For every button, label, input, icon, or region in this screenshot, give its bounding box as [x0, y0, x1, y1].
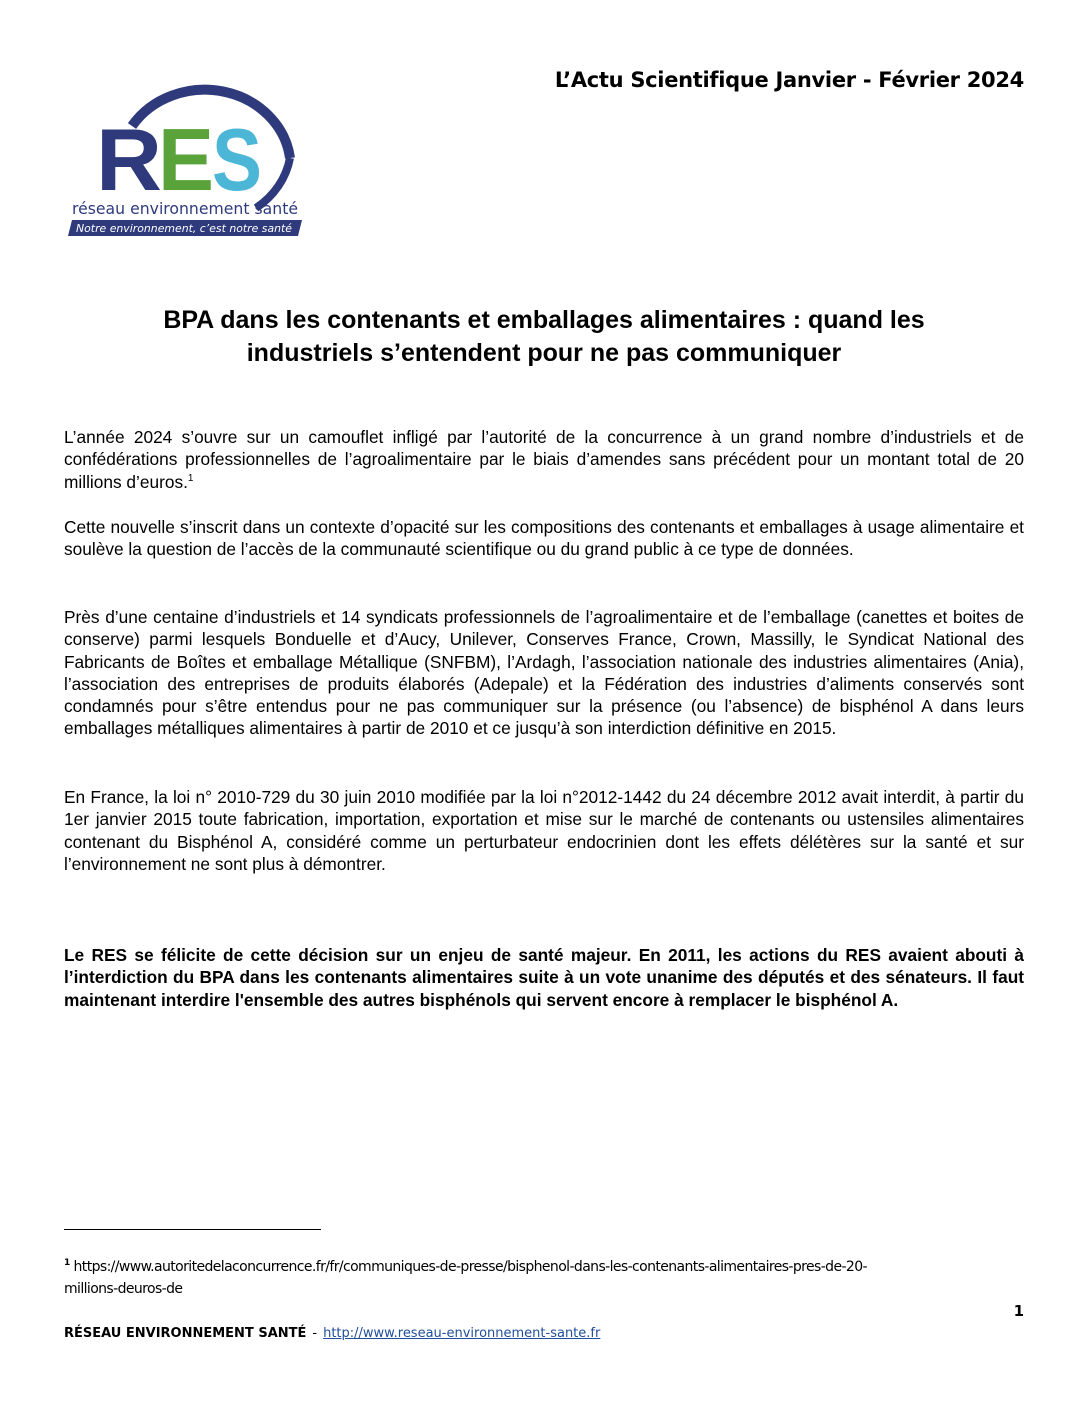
- footer-website-link[interactable]: http://www.reseau-environnement-sante.fr: [323, 1326, 601, 1341]
- footnote: [64, 1256, 1024, 1300]
- logo-tagline: Notre environnement, c’est notre santé: [76, 222, 293, 235]
- newsletter-title: L’Actu Scientifique Janvier - Février 2024: [554, 68, 1024, 92]
- paragraph-condemnation: Près d’une centaine d’industriels et 14 syndicats professionnels de l’agroalimentaire et de l’emballage (canettes et boites de conserve) parmi lesquels Bonduelle et d’Aucy, Unilever, Conserves France, Crown, Massilly, le Syndicat National des Fabricants de Boîtes et emballage Métallique (SNFBM), l’Ardagh, l’association nationale des industries alimentaires (Ania), l’association des entreprises de produits élaborés (Adepale) et la Fédération des industries d’aliments conservés sont condamnés pour s’être entendus pour ne pas communiquer sur la présence (ou l’absence) de bisphénol A dans leurs emballages métalliques alimentaires à partir de 2010 et ce jusqu’à son interdiction définitive en 2015.: [64, 607, 1024, 739]
- page-footer: [64, 1326, 600, 1341]
- logo-letter-r: R: [96, 110, 162, 209]
- footer-separator: -: [312, 1326, 318, 1341]
- footnote-reference: 1: [187, 472, 194, 484]
- logo-name: réseau environnement santé: [72, 199, 298, 218]
- footnote-separator: [64, 1229, 321, 1230]
- paragraph-conclusion: Le RES se félicite de cette décision sur un enjeu de santé majeur. En 2011, les actions du RES avaient abouti à l’interdiction du BPA dans les contenants alimentaires suite à un vote unanime des députés et des sénateurs. Il faut maintenant interdire l'ensemble des autres bisphénols qui servent encore à remplacer le bisphénol A.: [64, 945, 1024, 1010]
- res-logo-graphic: [66, 62, 306, 242]
- footnote-url-line-1: https://www.autoritedelaconcurrence.fr/fr/communiques-de-presse/bisphenol-dans-les-contenants-alimentaires-pres-de-20-: [73, 1259, 867, 1275]
- paragraph-context: Cette nouvelle s’inscrit dans un contexte d’opacité sur les compositions des contenants et emballages à usage alimentaire et soulève la question de l’accès de la communauté scientifique ou du grand public à ce type de données.: [64, 517, 1024, 560]
- paragraph-law: En France, la loi n° 2010-729 du 30 juin 2010 modifiée par la loi n°2012-1442 du 24 décembre 2012 avait interdit, à partir du 1er janvier 2015 toute fabrication, importation, exportation et mise sur le marché de contenants ou ustensiles alimentaires contenant du Bisphénol A, considéré comme un perturbateur endocrinien dont les effets délétères sur la santé et sur l’environnement ne sont plus à démontrer.: [64, 787, 1024, 874]
- paragraph-intro-text: L’année 2024 s’ouvre sur un camouflet infligé par l’autorité de la concurrence à un grand nombre d’industriels et de confédérations professionnelles de l’agroalimentaire par le biais d’amendes sans précédent pour un montant total de 20 millions d’euros.: [64, 427, 1024, 492]
- paragraph-intro: [64, 426, 1024, 493]
- footer-organization: RÉSEAU ENVIRONNEMENT SANTÉ: [64, 1326, 307, 1341]
- article-title-line-1: BPA dans les contenants et emballages alimentaires : quand les: [163, 306, 925, 334]
- logo-letter-s: S: [212, 110, 262, 209]
- article-title-line-2: industriels s’entendent pour ne pas communiquer: [246, 339, 842, 367]
- footnote-number: 1: [64, 1258, 70, 1268]
- page-number: 1: [1013, 1302, 1024, 1320]
- res-logo: [66, 62, 306, 242]
- footnote-url-line-2: millions-deuros-de: [64, 1281, 183, 1297]
- article-title: [64, 304, 1024, 370]
- logo-letter-e: E: [158, 110, 214, 209]
